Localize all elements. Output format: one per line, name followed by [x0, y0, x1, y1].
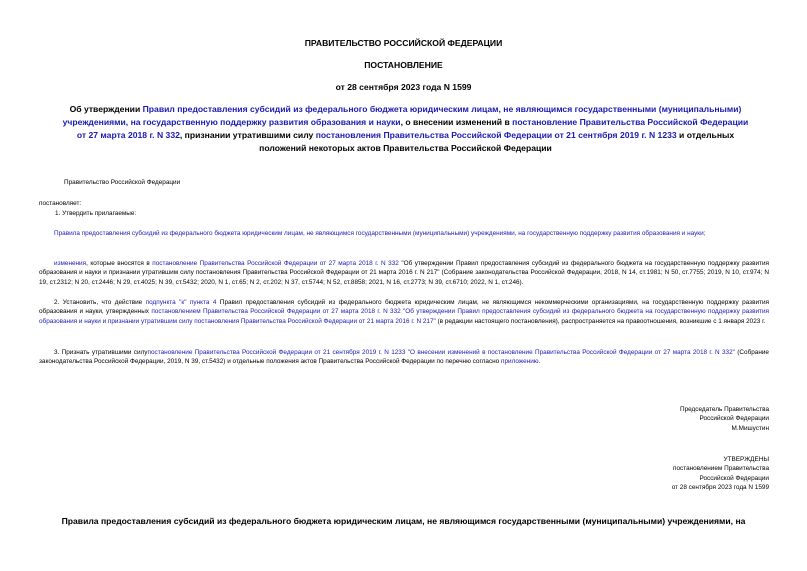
title-text: Об утверждении: [69, 104, 143, 114]
item-1-changes-link[interactable]: изменения: [54, 260, 87, 267]
item-1-rules-paragraph: [39, 229, 769, 238]
item-3-appendix-link[interactable]: приложению: [501, 358, 539, 366]
approval-block: [672, 455, 769, 493]
decrees-text: постановляет:: [39, 200, 82, 207]
approval-line: от 28 сентября 2023 года N 1599: [671, 484, 769, 492]
approval-line: постановлением Правительства: [673, 465, 769, 473]
item-2-decree-link[interactable]: постановлением Правительства Российской Федерации от 27 марта 2018 г. N 332 "Об утверждении Правил предоставления субсидий из федерального бюджета на государственную поддержку развития образования и науки и признании утратившим силу постановления Правительства Российской Федерации от 21 марта 2016 г. N 217": [39, 308, 769, 325]
approval-line: Российской Федерации: [699, 474, 769, 482]
title-link-rules[interactable]: Правил предоставления субсидий из федерального бюджета юридическим лицам, не являющимся государственными (муниципальными) учреждениями, на государственную поддержку развития образования и науки: [62, 104, 742, 127]
item-2-text: 2. Установить, что действие: [54, 299, 146, 306]
item-3-text: (Собрание законодательства Российской Федерации, 2019, N 39, ст.5432) и отдельные положения актов Правительства Российской Федерации по перечню согласно: [39, 349, 769, 366]
item-1-text: 1. Утвердить прилагаемые:: [55, 210, 137, 217]
title-text: , о внесении изменений в: [400, 117, 513, 127]
title-link-decree-1233[interactable]: постановления Правительства Российской Федерации от 21 сентября 2019 г. N 1233: [315, 130, 677, 140]
item-3-text: .: [538, 358, 541, 366]
item-3-decree-1233-link[interactable]: постановление Правительства Российской Федерации от 21 сентября 2019 г. N 1233 "О внесении изменений в постановление Правительства Российской Федерации от 27 марта 2018 г. N 332": [147, 349, 735, 356]
item-3-paragraph: [39, 348, 769, 367]
item-1-changes-text: "Об утверждении Правил предоставления субсидий из федерального бюджета на государственную поддержку развития образования и науки и признании утратившим силу постановления Правительства Российской Федерации от 21 марта 2016 г. N 217": [39, 260, 770, 277]
rules-section-title: Правила предоставления субсидий из федерального бюджета юридическим лицам, не являющимся государственными (муниципальными) учреждениями, на: [61, 516, 746, 526]
item-1-rules-link[interactable]: Правила предоставления субсидий из федерального бюджета юридическим лицам, не являющимся государственными (муниципальными) учреждениями, на государственную поддержку развития образования и науки;: [54, 230, 706, 237]
title-link-decree-332[interactable]: постановление Правительства Российской Федерации от 27 марта 2018 г. N 332: [76, 117, 749, 140]
item-1-changes-text: (Собрание законодательства Российской Федерации, 2018, N 14, ст.1981; N 50, ст.7755; 2019, N 10, ст.974; N 19, ст.2312; N 20, ст.2446; N 29, ст.4025; N 39, ст.5432; 2020, N 1, ст.65; N 2, ст.202; N 37, ст.5744; N 52, ст.8858; 2021, N 16, ст.2773; N 39, ст.6710; 2022, N 1, ст.246).: [39, 269, 769, 286]
item-1-changes-paragraph: [39, 259, 769, 287]
approval-line: УТВЕРЖДЕНЫ: [723, 456, 769, 463]
item-1-changes-text: , которые вносятся в: [86, 260, 153, 267]
document-title: [58, 103, 753, 155]
title-text: , признании утратившими силу: [179, 130, 316, 140]
item-2-paragraph: [39, 298, 769, 326]
item-2-subpoint-link[interactable]: подпункта "к" пункта 4: [145, 299, 217, 306]
item-2-text: (в редакции настоящего постановления), распространяется на правоотношения, возникшие с 1 января 2023 г.: [435, 317, 766, 325]
signature-name: М.Мишустин: [731, 424, 769, 432]
signature-line: Российской Федерации: [699, 415, 769, 423]
item-1-decree-332-link[interactable]: постановление Правительства Российской Федерации от 27 марта 2018 г. N 332: [152, 260, 399, 267]
document-type-heading: ПОСТАНОВЛЕНИЕ: [364, 60, 443, 70]
intro-text: Правительство Российской Федерации: [64, 179, 181, 186]
government-heading: ПРАВИТЕЛЬСТВО РОССИЙСКОЙ ФЕДЕРАЦИИ: [304, 38, 503, 48]
date-number-heading: от 28 сентября 2023 года N 1599: [335, 82, 472, 92]
title-text: и отдельных положений некоторых актов Правительства Российской Федерации: [259, 130, 735, 153]
signature-line: Председатель Правительства: [680, 406, 769, 413]
item-2-text: Правил предоставления субсидий из федерального бюджета юридическим лицам, не являющимся некоммерческими организациями, на государственную поддержку развития образования и науки, утвержденных: [39, 299, 769, 316]
item-3-text: 3. Признать утратившими силу: [54, 349, 148, 356]
signature-block: [680, 405, 769, 433]
